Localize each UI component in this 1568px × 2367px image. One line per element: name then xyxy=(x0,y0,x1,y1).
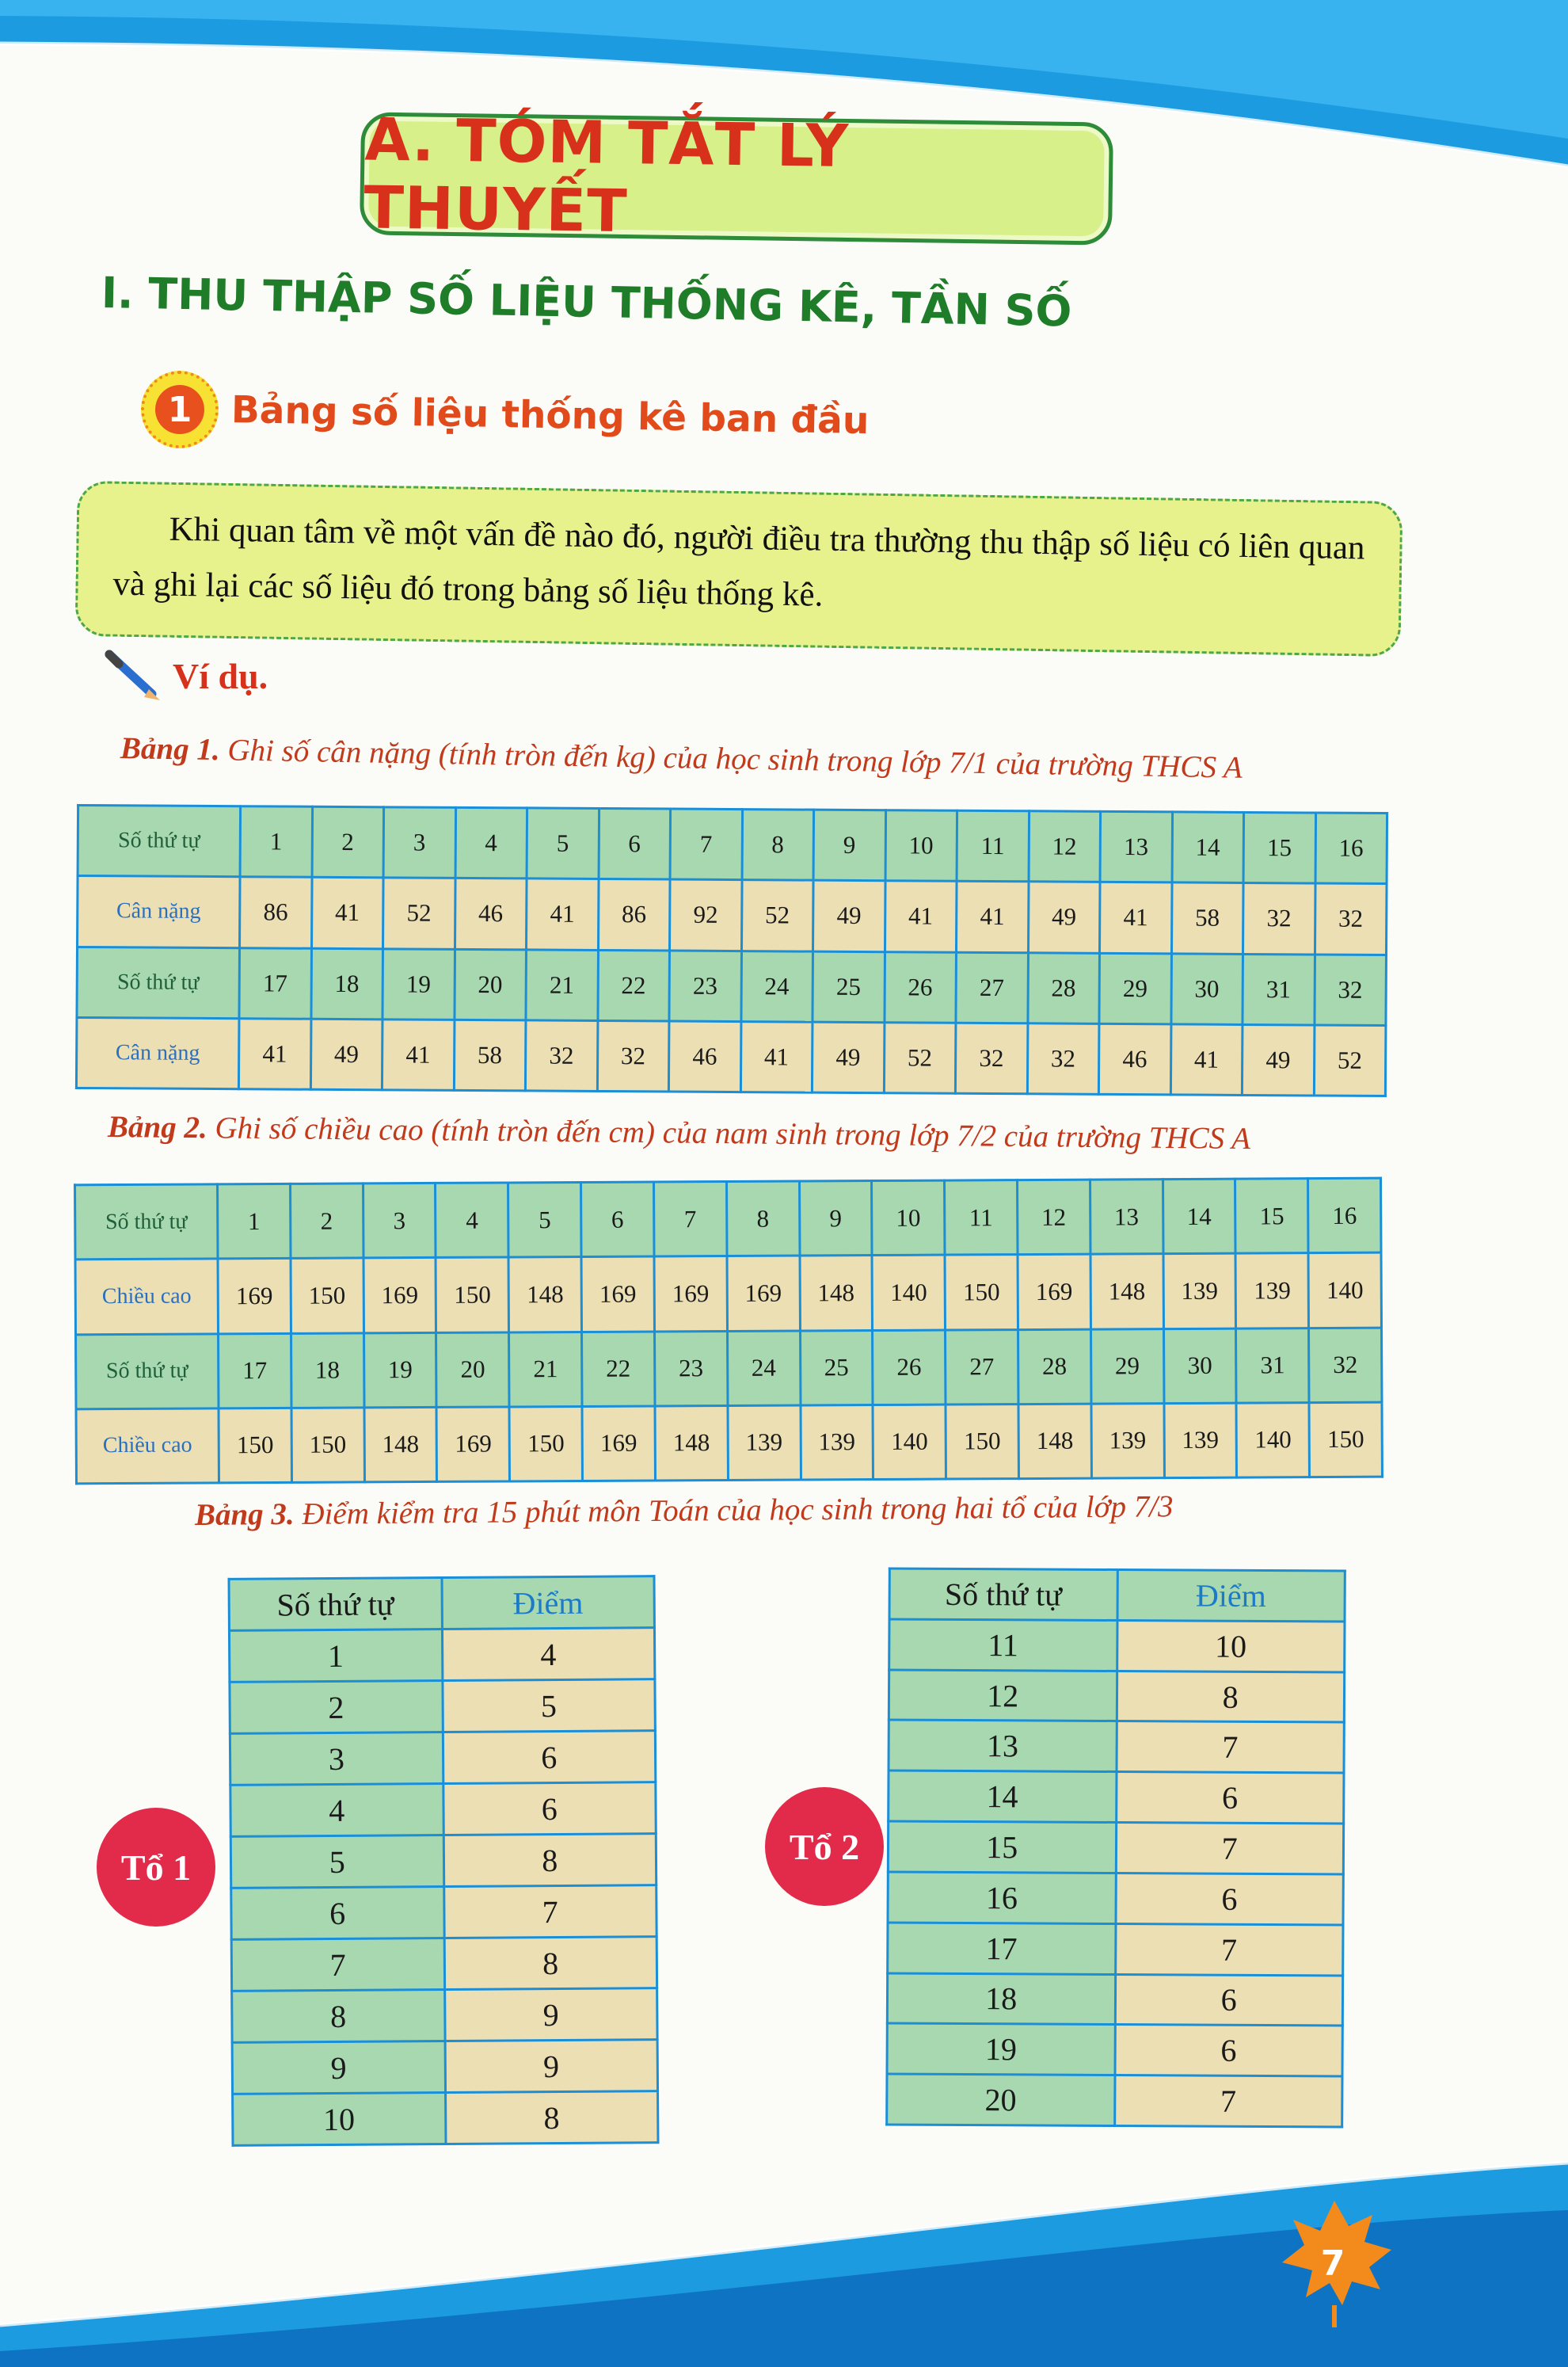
table-cell: 46 xyxy=(668,1021,740,1092)
table-cell: 20 xyxy=(436,1332,509,1407)
table3-group1 xyxy=(228,1575,660,2147)
table-cell: 18 xyxy=(310,948,382,1020)
table-row xyxy=(230,1782,656,1837)
row-header: Số thứ tự xyxy=(76,1333,219,1408)
table-cell: 169 xyxy=(727,1256,800,1331)
table-cell: 148 xyxy=(800,1256,873,1331)
order-cell: 1 xyxy=(229,1629,442,1683)
table-cell: 148 xyxy=(1090,1254,1163,1329)
table-cell: 49 xyxy=(813,880,885,951)
score-cell: 6 xyxy=(443,1782,656,1835)
table-header-row xyxy=(889,1568,1345,1622)
table-cell: 41 xyxy=(238,1018,310,1089)
table-cell: 150 xyxy=(436,1257,508,1332)
example-label: Ví dụ. xyxy=(173,655,268,696)
row-header: Số thứ tự xyxy=(75,1184,218,1260)
score-cell: 6 xyxy=(1115,1974,1343,2026)
table-cell: 16 xyxy=(1315,813,1387,884)
table-cell: 139 xyxy=(1164,1403,1237,1478)
table-cell: 49 xyxy=(1242,1024,1314,1096)
table-cell: 92 xyxy=(670,879,742,951)
table-cell: 169 xyxy=(582,1406,655,1481)
table-row xyxy=(887,1972,1342,2026)
score-cell: 6 xyxy=(1116,1772,1344,1824)
table-cell: 20 xyxy=(454,949,526,1020)
table-cell: 18 xyxy=(291,1332,363,1408)
table-cell: 22 xyxy=(597,950,669,1021)
table-row xyxy=(78,805,1387,883)
table-cell: 29 xyxy=(1090,1328,1163,1404)
table-cell: 49 xyxy=(1028,882,1100,953)
table-cell: 14 xyxy=(1172,812,1244,883)
table-cell: 25 xyxy=(813,951,885,1023)
subsection-number: 1 xyxy=(155,385,204,434)
score-cell: 9 xyxy=(444,1988,657,2041)
order-cell: 16 xyxy=(888,1872,1116,1923)
table-row xyxy=(76,1017,1386,1096)
table-cell: 17 xyxy=(239,947,311,1019)
table-cell: 150 xyxy=(291,1258,363,1333)
table-cell: 41 xyxy=(1099,882,1171,954)
table-cell: 15 xyxy=(1235,1179,1308,1254)
order-cell: 14 xyxy=(889,1770,1117,1822)
order-cell: 8 xyxy=(232,1989,445,2042)
order-cell: 17 xyxy=(888,1923,1116,1974)
table-cell: 148 xyxy=(508,1257,581,1332)
table-cell: 32 xyxy=(1314,954,1386,1025)
table-cell: 19 xyxy=(363,1332,436,1408)
table-row xyxy=(232,2040,657,2094)
table-cell: 31 xyxy=(1243,954,1315,1025)
table-cell: 32 xyxy=(1027,1023,1099,1095)
score-cell: 8 xyxy=(1117,1671,1345,1722)
table3-caption-text: Điểm kiểm tra 15 phút môn Toán của học sinh trong hai tổ của lớp 7/3 xyxy=(294,1489,1174,1531)
table-cell: 52 xyxy=(884,1022,956,1093)
score-cell: 5 xyxy=(442,1679,655,1732)
table-row xyxy=(230,1679,655,1734)
table-cell: 41 xyxy=(956,881,1028,952)
table-cell: 150 xyxy=(291,1408,364,1483)
table-cell: 28 xyxy=(1027,952,1099,1023)
table-cell: 21 xyxy=(509,1332,582,1407)
table-cell: 26 xyxy=(884,951,956,1023)
row-header: Số thứ tự xyxy=(77,947,240,1019)
table-cell: 32 xyxy=(1243,883,1315,955)
table-row xyxy=(889,1770,1344,1824)
table-row xyxy=(76,1328,1382,1409)
table-cell: 58 xyxy=(1171,882,1243,954)
score-cell: 7 xyxy=(1117,1721,1345,1773)
table-cell: 27 xyxy=(946,1329,1018,1405)
table-cell: 6 xyxy=(599,808,671,879)
table1-caption-text: Ghi số cân nặng (tính tròn đến kg) của học sinh trong lớp 7/1 của trường THCS A xyxy=(219,733,1243,785)
column-header-order: Số thứ tự xyxy=(889,1568,1117,1620)
table-cell: 1 xyxy=(240,806,312,878)
table-cell: 9 xyxy=(799,1181,872,1256)
table-cell: 139 xyxy=(728,1405,801,1481)
table2-caption-text: Ghi số chiều cao (tính tròn đến cm) của nam sinh trong lớp 7/2 của trường THCS A xyxy=(207,1111,1251,1157)
table-cell: 52 xyxy=(1314,1025,1386,1096)
table-cell: 139 xyxy=(1235,1253,1308,1328)
order-cell: 5 xyxy=(230,1835,443,1889)
table-cell: 2 xyxy=(312,806,384,878)
subsection-number-badge xyxy=(141,371,219,448)
definition-box xyxy=(75,481,1403,657)
table-row xyxy=(889,1720,1344,1773)
table-cell: 8 xyxy=(742,810,814,881)
table-cell: 15 xyxy=(1243,812,1315,883)
order-cell: 10 xyxy=(233,2092,446,2145)
table-cell: 22 xyxy=(582,1331,655,1406)
table-row xyxy=(231,1885,657,1940)
row-header: Cân nặng xyxy=(76,1017,239,1089)
table-row xyxy=(75,1252,1381,1334)
chapter-banner xyxy=(360,105,1113,246)
table-row xyxy=(230,1834,656,1889)
table-cell: 140 xyxy=(872,1255,945,1330)
table-cell: 169 xyxy=(436,1407,509,1482)
table-cell: 32 xyxy=(597,1020,669,1092)
pencil-icon xyxy=(103,648,166,703)
table-row xyxy=(888,1821,1343,1874)
order-cell: 4 xyxy=(230,1784,443,1837)
table-cell: 26 xyxy=(873,1330,946,1405)
table-cell: 21 xyxy=(526,949,598,1020)
table-cell: 5 xyxy=(508,1182,581,1257)
column-header-order: Số thứ tự xyxy=(229,1578,442,1631)
order-cell: 9 xyxy=(232,2041,445,2094)
table-cell: 86 xyxy=(240,877,312,948)
table-cell: 5 xyxy=(527,808,599,879)
table-row xyxy=(888,1872,1343,1925)
table-row xyxy=(75,1178,1381,1260)
table-cell: 52 xyxy=(741,880,813,951)
table-cell: 11 xyxy=(957,810,1029,882)
score-cell: 6 xyxy=(1115,1873,1343,1924)
table-cell: 1 xyxy=(218,1184,291,1259)
subsection-title: Bảng số liệu thống kê ban đầu xyxy=(230,388,870,444)
table-cell: 27 xyxy=(956,952,1028,1023)
table-row xyxy=(77,947,1387,1025)
row-header: Chiều cao xyxy=(76,1408,219,1484)
row-header: Số thứ tự xyxy=(78,805,241,877)
table-cell: 14 xyxy=(1163,1179,1235,1254)
table-cell: 41 xyxy=(885,881,957,952)
group1-badge: Tổ 1 xyxy=(97,1808,215,1927)
table-cell: 31 xyxy=(1236,1328,1309,1403)
group2-badge: Tổ 2 xyxy=(765,1787,884,1906)
row-header: Chiều cao xyxy=(75,1259,218,1334)
table-cell: 32 xyxy=(1309,1328,1382,1403)
table-cell: 4 xyxy=(455,807,527,879)
table-cell: 169 xyxy=(581,1256,654,1332)
table-cell: 19 xyxy=(382,948,455,1020)
table-row xyxy=(231,1937,657,1992)
table-cell: 7 xyxy=(670,809,742,880)
table-cell: 140 xyxy=(873,1405,946,1480)
table-cell: 13 xyxy=(1100,811,1172,882)
table-cell: 4 xyxy=(436,1183,508,1258)
table-cell: 41 xyxy=(1170,1024,1243,1096)
table-row xyxy=(76,1402,1382,1484)
table-cell: 24 xyxy=(727,1331,800,1406)
table2 xyxy=(74,1177,1383,1485)
score-cell: 7 xyxy=(1114,2075,1342,2127)
table-cell: 46 xyxy=(455,879,527,950)
table-cell: 169 xyxy=(363,1258,436,1333)
column-header-score: Điểm xyxy=(1117,1570,1345,1622)
table-cell: 148 xyxy=(364,1407,437,1482)
score-cell: 8 xyxy=(443,1834,657,1887)
table3-group2 xyxy=(885,1567,1346,2128)
table-cell: 49 xyxy=(812,1022,884,1093)
score-cell: 7 xyxy=(1115,1923,1343,1975)
table-cell: 41 xyxy=(527,879,599,950)
definition-text: Khi quan tâm về một vấn đề nào đó, người điều tra thường thu thập số liệu có liên quan và ghi lại các số liệu đó trong bảng số liệu thống kê. xyxy=(112,510,1365,614)
score-cell: 6 xyxy=(443,1731,656,1784)
table-cell: 150 xyxy=(1309,1402,1382,1477)
table-row xyxy=(889,1619,1345,1672)
table-cell: 3 xyxy=(363,1183,436,1258)
table-cell: 46 xyxy=(1098,1023,1170,1095)
table-cell: 30 xyxy=(1163,1328,1236,1404)
table-row xyxy=(887,2023,1342,2076)
table-row xyxy=(888,1923,1343,1976)
table-cell: 17 xyxy=(219,1333,291,1408)
table-row xyxy=(233,2091,658,2146)
page-number: 7 xyxy=(1320,2243,1345,2284)
table-cell: 7 xyxy=(653,1182,726,1257)
order-cell: 12 xyxy=(889,1670,1117,1721)
table-row xyxy=(889,1670,1344,1723)
table-row xyxy=(887,2074,1342,2127)
table-cell: 41 xyxy=(311,878,383,949)
table1 xyxy=(75,804,1388,1097)
table-cell: 12 xyxy=(1029,811,1101,882)
table-cell: 23 xyxy=(669,951,741,1022)
row-header: Cân nặng xyxy=(78,876,241,948)
score-cell: 7 xyxy=(443,1885,657,1938)
table-cell: 6 xyxy=(581,1182,654,1257)
table-cell: 2 xyxy=(290,1184,363,1259)
order-cell: 18 xyxy=(887,1972,1115,2024)
order-cell: 11 xyxy=(889,1619,1117,1671)
table-cell: 139 xyxy=(1163,1253,1236,1328)
score-cell: 8 xyxy=(444,1937,657,1990)
table-cell: 169 xyxy=(218,1259,291,1334)
table-cell: 16 xyxy=(1308,1178,1381,1253)
table-cell: 169 xyxy=(1018,1254,1090,1329)
table-cell: 28 xyxy=(1018,1329,1090,1405)
order-cell: 20 xyxy=(887,2074,1115,2125)
table-cell: 10 xyxy=(872,1180,945,1256)
table-cell: 12 xyxy=(1017,1180,1090,1255)
order-cell: 2 xyxy=(230,1681,443,1734)
order-cell: 15 xyxy=(888,1821,1116,1873)
table-cell: 148 xyxy=(1018,1404,1091,1479)
score-cell: 7 xyxy=(1116,1823,1344,1874)
chapter-banner-title: A. TÓM TẮT LÝ THUYẾT xyxy=(363,105,850,246)
table-row xyxy=(230,1731,655,1786)
table-cell: 148 xyxy=(655,1405,728,1481)
table-cell: 58 xyxy=(454,1020,526,1091)
order-cell: 6 xyxy=(231,1886,444,1939)
table-cell: 52 xyxy=(383,878,455,949)
table-cell: 49 xyxy=(310,1019,382,1090)
order-cell: 3 xyxy=(230,1732,443,1786)
table-row xyxy=(232,1988,657,2043)
section-title: I. THU THẬP SỐ LIỆU THỐNG KÊ, TẦN SỐ xyxy=(101,268,1073,337)
table-row xyxy=(229,1628,654,1683)
table-cell: 8 xyxy=(726,1181,799,1256)
score-cell: 4 xyxy=(442,1628,655,1681)
table-cell: 30 xyxy=(1170,953,1243,1024)
table-cell: 32 xyxy=(1315,883,1387,955)
table-cell: 150 xyxy=(509,1406,582,1481)
table-cell: 23 xyxy=(654,1331,727,1406)
table-cell: 150 xyxy=(945,1255,1018,1330)
table-cell: 140 xyxy=(1308,1252,1381,1328)
table-cell: 169 xyxy=(654,1256,727,1332)
table2-caption-bold: Bảng 2. xyxy=(107,1110,207,1145)
example-heading xyxy=(103,648,268,703)
table-cell: 24 xyxy=(740,951,813,1022)
table-cell: 140 xyxy=(1236,1402,1309,1477)
table-cell: 25 xyxy=(800,1330,873,1405)
table-cell: 11 xyxy=(945,1180,1018,1256)
table-cell: 13 xyxy=(1090,1180,1163,1255)
table-row xyxy=(78,876,1387,955)
table-cell: 3 xyxy=(383,807,455,879)
table-cell: 41 xyxy=(382,1020,454,1091)
table-cell: 41 xyxy=(740,1021,813,1092)
table-cell: 139 xyxy=(800,1405,873,1480)
table1-caption-bold: Bảng 1. xyxy=(120,731,221,768)
table-cell: 86 xyxy=(598,879,670,951)
order-cell: 19 xyxy=(887,2023,1115,2075)
table-cell: 150 xyxy=(219,1408,291,1483)
score-cell: 10 xyxy=(1117,1620,1345,1671)
score-cell: 9 xyxy=(445,2040,658,2093)
table-cell: 150 xyxy=(946,1404,1018,1479)
table-cell: 32 xyxy=(525,1020,597,1092)
table-cell: 139 xyxy=(1091,1403,1164,1478)
table-header-row xyxy=(229,1576,654,1631)
column-header-score: Điểm xyxy=(442,1576,655,1629)
table-cell: 9 xyxy=(813,810,885,881)
score-cell: 6 xyxy=(1114,2025,1342,2076)
order-cell: 7 xyxy=(231,1938,444,1991)
table3-caption-bold: Bảng 3. xyxy=(194,1496,295,1532)
score-cell: 8 xyxy=(445,2091,658,2144)
order-cell: 13 xyxy=(889,1720,1117,1771)
table-cell: 32 xyxy=(955,1023,1027,1094)
table-cell: 29 xyxy=(1099,953,1171,1024)
table-cell: 10 xyxy=(885,810,957,882)
